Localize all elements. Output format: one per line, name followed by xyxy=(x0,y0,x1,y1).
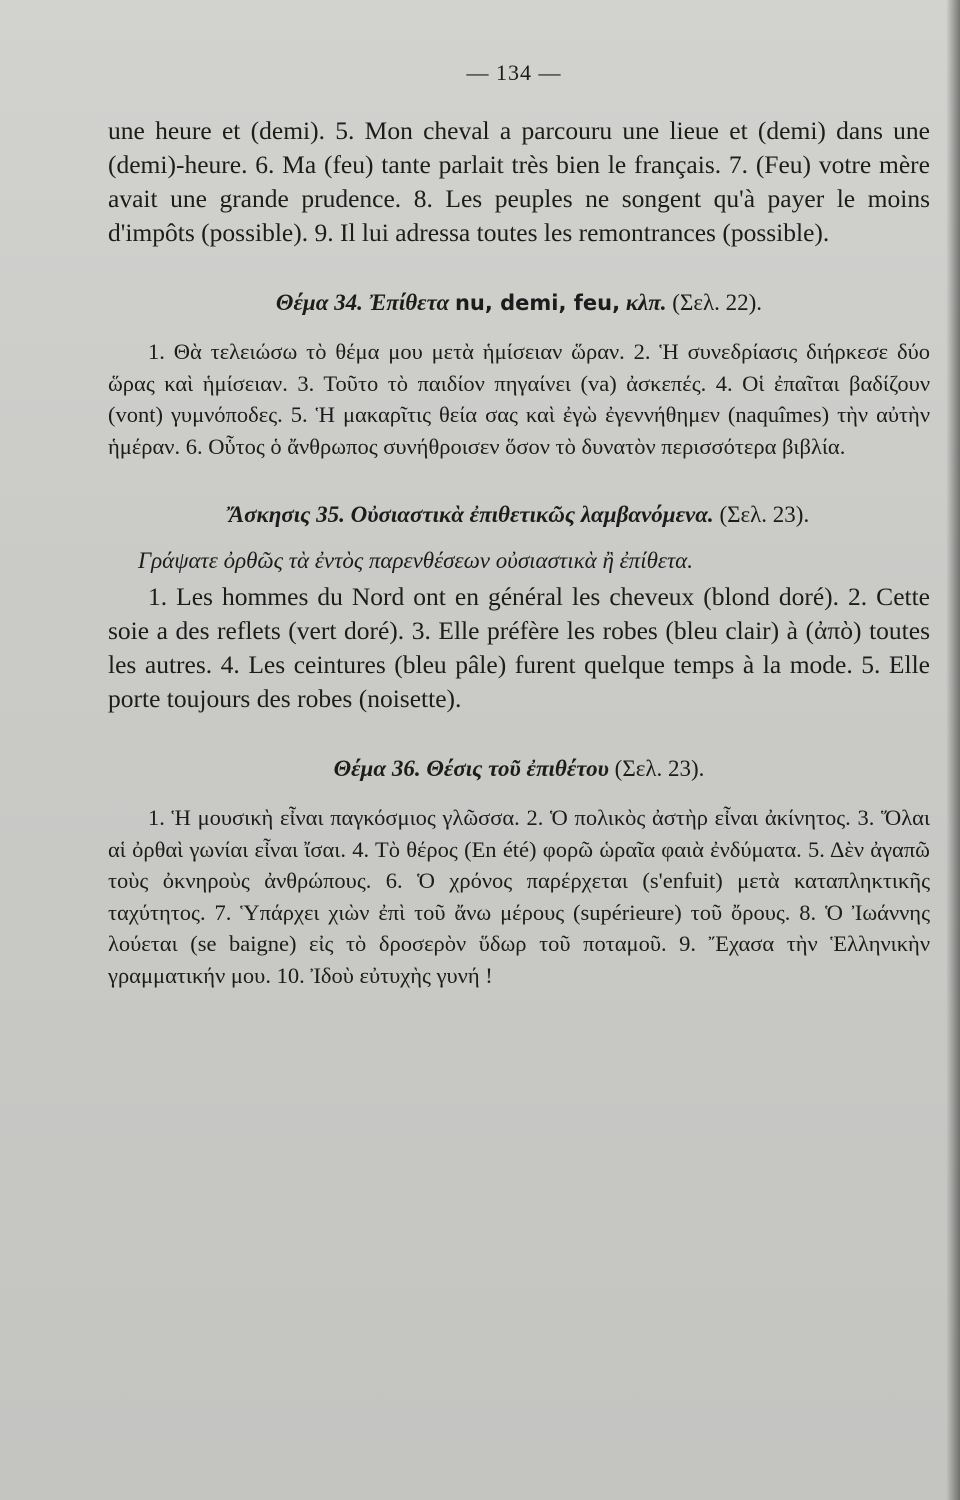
heading-36-page-ref: (Σελ. 23). xyxy=(614,756,705,781)
heading-34-etc: κλπ. xyxy=(625,290,667,315)
theme-36-text: 1. Ἡ μουσικὴ εἶναι παγκόσμιος γλῶσσα. 2. Ὁ πολικὸς ἀστὴρ εἶναι ἀκίνητος. 3. Ὅλαι αἱ ὀρθαὶ γωνίαι εἶναι ἴσαι. 4. Τὸ θέρος (En été) φορῶ ὡραῖα φαιὰ ἐνδύματα. 5. Δὲν ἀγαπῶ τοὺς ὀκνηροὺς ἀνθρώπους. 6. Ὁ χρόνος παρέρχεται (s'enfuit) μετὰ καταπληκτικῆς ταχύτητος. 7. Ὑπάρχει χιὼν ἐπὶ τοῦ ἄνω μέρους (supérieure) τοῦ ὄρους. 8. Ὁ Ἰωάννης λούεται (se baigne) εἰς τὸ δροσερὸν ὕδωρ τοῦ ποταμοῦ. 9. Ἔχασα τὴν Ἑλληνικὴν γραμματικήν μου. 10. Ἰδοὺ εὐτυχὴς γυνή ! xyxy=(108,805,930,988)
text-column xyxy=(108,60,930,991)
page-number: — 134 — xyxy=(466,60,562,85)
heading-35-label: Ἄσκησις 35. xyxy=(228,502,345,527)
heading-theme-36 xyxy=(108,756,930,782)
exercise-35-instruction: Γράψατε ὀρθῶς τὰ ἐντὸς παρενθέσεων οὐσιαστικὰ ἢ ἐπίθετα. xyxy=(138,548,694,573)
exercise-35-text: 1. Les hommes du Nord ont en général les cheveux (blond doré). 2. Cette soie a des reflets (vert doré). 3. Elle préfère les robes (bleu clair) à (ἀπὸ) toutes les autres. 4. Les ceintures (bleu pâle) furent quelque temps à la mode. 5. Elle porte toujours des robes (noisette). xyxy=(108,582,930,713)
heading-34-page-ref: (Σελ. 22). xyxy=(672,290,763,315)
heading-35-page-ref: (Σελ. 23). xyxy=(719,502,810,527)
heading-34-title-greek: Ἐπίθετα xyxy=(368,290,450,315)
theme-34-text: 1. Θὰ τελειώσω τὸ θέμα μου μετὰ ἡμίσειαν ὥραν. 2. Ἡ συνεδρίασις διήρκεσε δύο ὥρας καὶ ἡμίσειαν. 3. Τοῦτο τὸ παιδίον πηγαίνει (va) ἀσκεπές. 4. Οἱ ἐπαῖται βαδίζουν (vont) γυμνόποδες. 5. Ἡ μακαρῖτις θεία σας καὶ ἐγὼ ἐγεννήθημεν (naquîmes) τὴν αὐτὴν ἡμέραν. 6. Οὗτος ὁ ἄνθρωπος συνήθροισεν ὅσον τὸ δυνατὸν περισσότερα βιβλία. xyxy=(108,339,930,459)
heading-exercise-35 xyxy=(108,502,930,528)
page-edge-shadow xyxy=(946,0,960,1500)
exercise-33-continuation: une heure et (demi). 5. Mon cheval a parcouru une lieue et (demi) dans une (demi)-heure. 6. Ma (feu) tante parlait très bien le français. 7. (Feu) votre mère avait une grande prudence. 8. Les peuples ne songent qu'à payer le moins d'impôts (possible). 9. Il lui adressa toutes les remontrances (possible). xyxy=(108,116,930,247)
heading-theme-34 xyxy=(108,290,930,316)
heading-34-title-latin: nu, demi, feu, xyxy=(454,291,621,315)
heading-36-title: Θέσις τοῦ ἐπιθέτου xyxy=(426,756,609,781)
heading-36-label: Θέμα 36. xyxy=(333,756,421,781)
heading-34-label: Θέμα 34. xyxy=(275,290,363,315)
heading-35-title: Οὐσιαστικὰ ἐπιθετικῶς λαμβανόμενα. xyxy=(350,502,714,527)
